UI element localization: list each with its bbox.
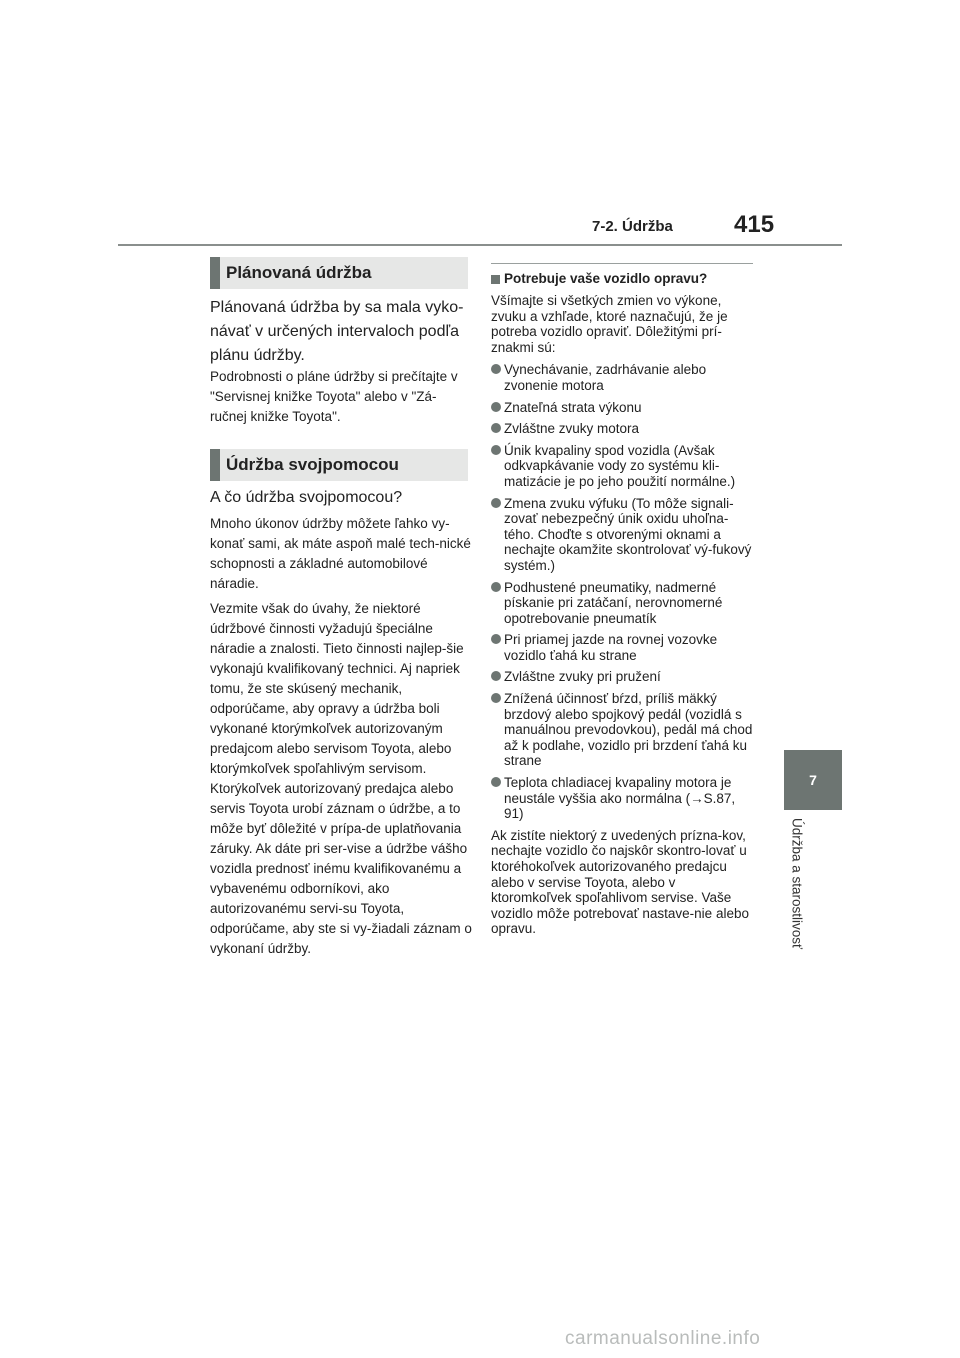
repair-outro: Ak zistíte niektorý z uvedených prízna-kov, nechajte vozidlo čo najskôr skontro-lovať u ktoréhokoľvek autorizovaného predajcu alebo v servise Toyota, alebo v ktoromkoľvek spoľahlivom servise. Vaše vozidlo môže potrebovať nastave-nie alebo opravu. [491, 827, 749, 937]
watermark: carmanualsonline.info [565, 1328, 761, 1349]
chapter-label: Údržba a starostlivosť [789, 818, 805, 950]
bullet-dot-icon [491, 777, 501, 787]
symptom-text: Znížená účinnosť bŕzd, príliš mäkký brzdový alebo spojkový pedál (vozidlá s manuálnou prevodovkou), pedál má chod až k podlahe, vozidlo pri brzdení ťahá ku strane [504, 691, 753, 769]
repair-intro: Všímajte si všetkých zmien vo výkone, zvuku a vzhľade, ktoré naznačujú, že je potreba vozidlo opraviť. Dôležitými prí-znakmi sú: [491, 293, 728, 355]
lead-planned: Plánovaná údržba by sa mala vyko-návať v určených intervaloch podľa plánu údržby. [210, 299, 464, 364]
list-item [491, 400, 753, 416]
list-item [491, 443, 753, 490]
list-item [491, 691, 753, 769]
list-item [491, 669, 753, 685]
bullet-dot-icon [491, 402, 501, 412]
page-number: 415 [734, 211, 775, 238]
symptom-text: Únik kvapaliny spod vozidla (Avšak odkvapkávanie vody zo systému kli-matizácie je po jeho použití normálne.) [504, 442, 736, 489]
symptom-text: Znateľná strata výkonu [504, 399, 642, 415]
list-item [491, 421, 753, 437]
symptom-text: Zvláštne zvuky motora [504, 421, 640, 437]
list-item [491, 362, 753, 393]
section-title: 7-2. Údržba [592, 218, 673, 235]
body-self-1: Mnoho úkonov údržby môžete ľahko vy-konať sami, ak máte aspoň malé tech-nické schopnosti a základné automobilové náradie. [210, 516, 471, 591]
square-bullet-icon [491, 275, 500, 284]
symptom-list [491, 362, 753, 821]
symptom-text: Zvláštne zvuky pri pružení [504, 669, 661, 685]
list-item [491, 580, 753, 627]
symptom-text: Vynechávanie, zadrhávanie alebo zvonenie motora [504, 362, 707, 393]
lead-self: A čo údržba svojpomocou? [210, 489, 403, 506]
heading-planned-maintenance: Plánovaná údržba [210, 257, 468, 289]
column-rule [491, 263, 753, 264]
repair-title-text: Potrebuje vaše vozidlo opravu? [504, 271, 708, 286]
bullet-dot-icon [491, 671, 501, 681]
bullet-dot-icon [491, 634, 501, 644]
repair-title [491, 270, 753, 288]
repair-column [491, 263, 753, 937]
bullet-dot-icon [491, 445, 501, 455]
list-item [491, 496, 753, 574]
list-item [491, 632, 753, 663]
bullet-dot-icon [491, 693, 501, 703]
bullet-dot-icon [491, 582, 501, 592]
heading-self-maintenance: Údržba svojpomocou [210, 449, 468, 481]
body-self-2: Vezmite však do úvahy, že niektoré údržbové činnosti vyžadujú špeciálne náradie a znalosti. Tieto činnosti najlep-šie vykonajú kvalifikovaný technici. Aj napriek tomu, že ste skúsený mechanik, odporúčame, aby opravy a údržba boli vykonané ktorýmkoľvek autorizovaným predajcom alebo servisom Toyota, alebo ktorýmkoľvek spoľahlivým servisom. Ktorýkoľvek autorizovaný predajca alebo servis Toyota urobí záznam o údržbe, a to môže byť dôležité v prípa-de uplatňovania záruky. Ak dáte pri ser-vise a údržbe vášho vozidla prednosť inému kvalifikovanému a vybavenému odborníkovi, ako autorizovanému servi-su Toyota, odporúčame, aby ste si vy-žiadali záznam o vykonaní údržby. [210, 601, 472, 956]
symptom-text: Podhustené pneumatiky, nadmerné pískanie pri zatáčaní, nerovnomerné opotrebovanie pneumatík [504, 579, 723, 626]
symptom-text: Teplota chladiacej kvapaliny motora je neustále vyššia ako normálna (→S.87, 91) [504, 775, 736, 822]
symptom-text: Zmena zvuku výfuku (To môže signali-zovať nebezpečný únik oxidu uhoľna-tého. Choďte s otvorenými oknami a nechajte okamžite skontrolovať vý-fukový systém.) [504, 495, 752, 573]
body-planned: Podrobnosti o pláne údržby si prečítajte v "Servisnej knižke Toyota" alebo v "Zá-ručnej knižke Toyota". [210, 369, 458, 424]
bullet-dot-icon [491, 423, 501, 433]
symptom-text: Pri priamej jazde na rovnej vozovke vozidlo ťahá ku strane [504, 632, 718, 663]
header-rule [118, 244, 842, 246]
bullet-dot-icon [491, 498, 501, 508]
bullet-dot-icon [491, 364, 501, 374]
chapter-tab[interactable]: 7 [784, 750, 842, 810]
list-item [491, 775, 753, 822]
